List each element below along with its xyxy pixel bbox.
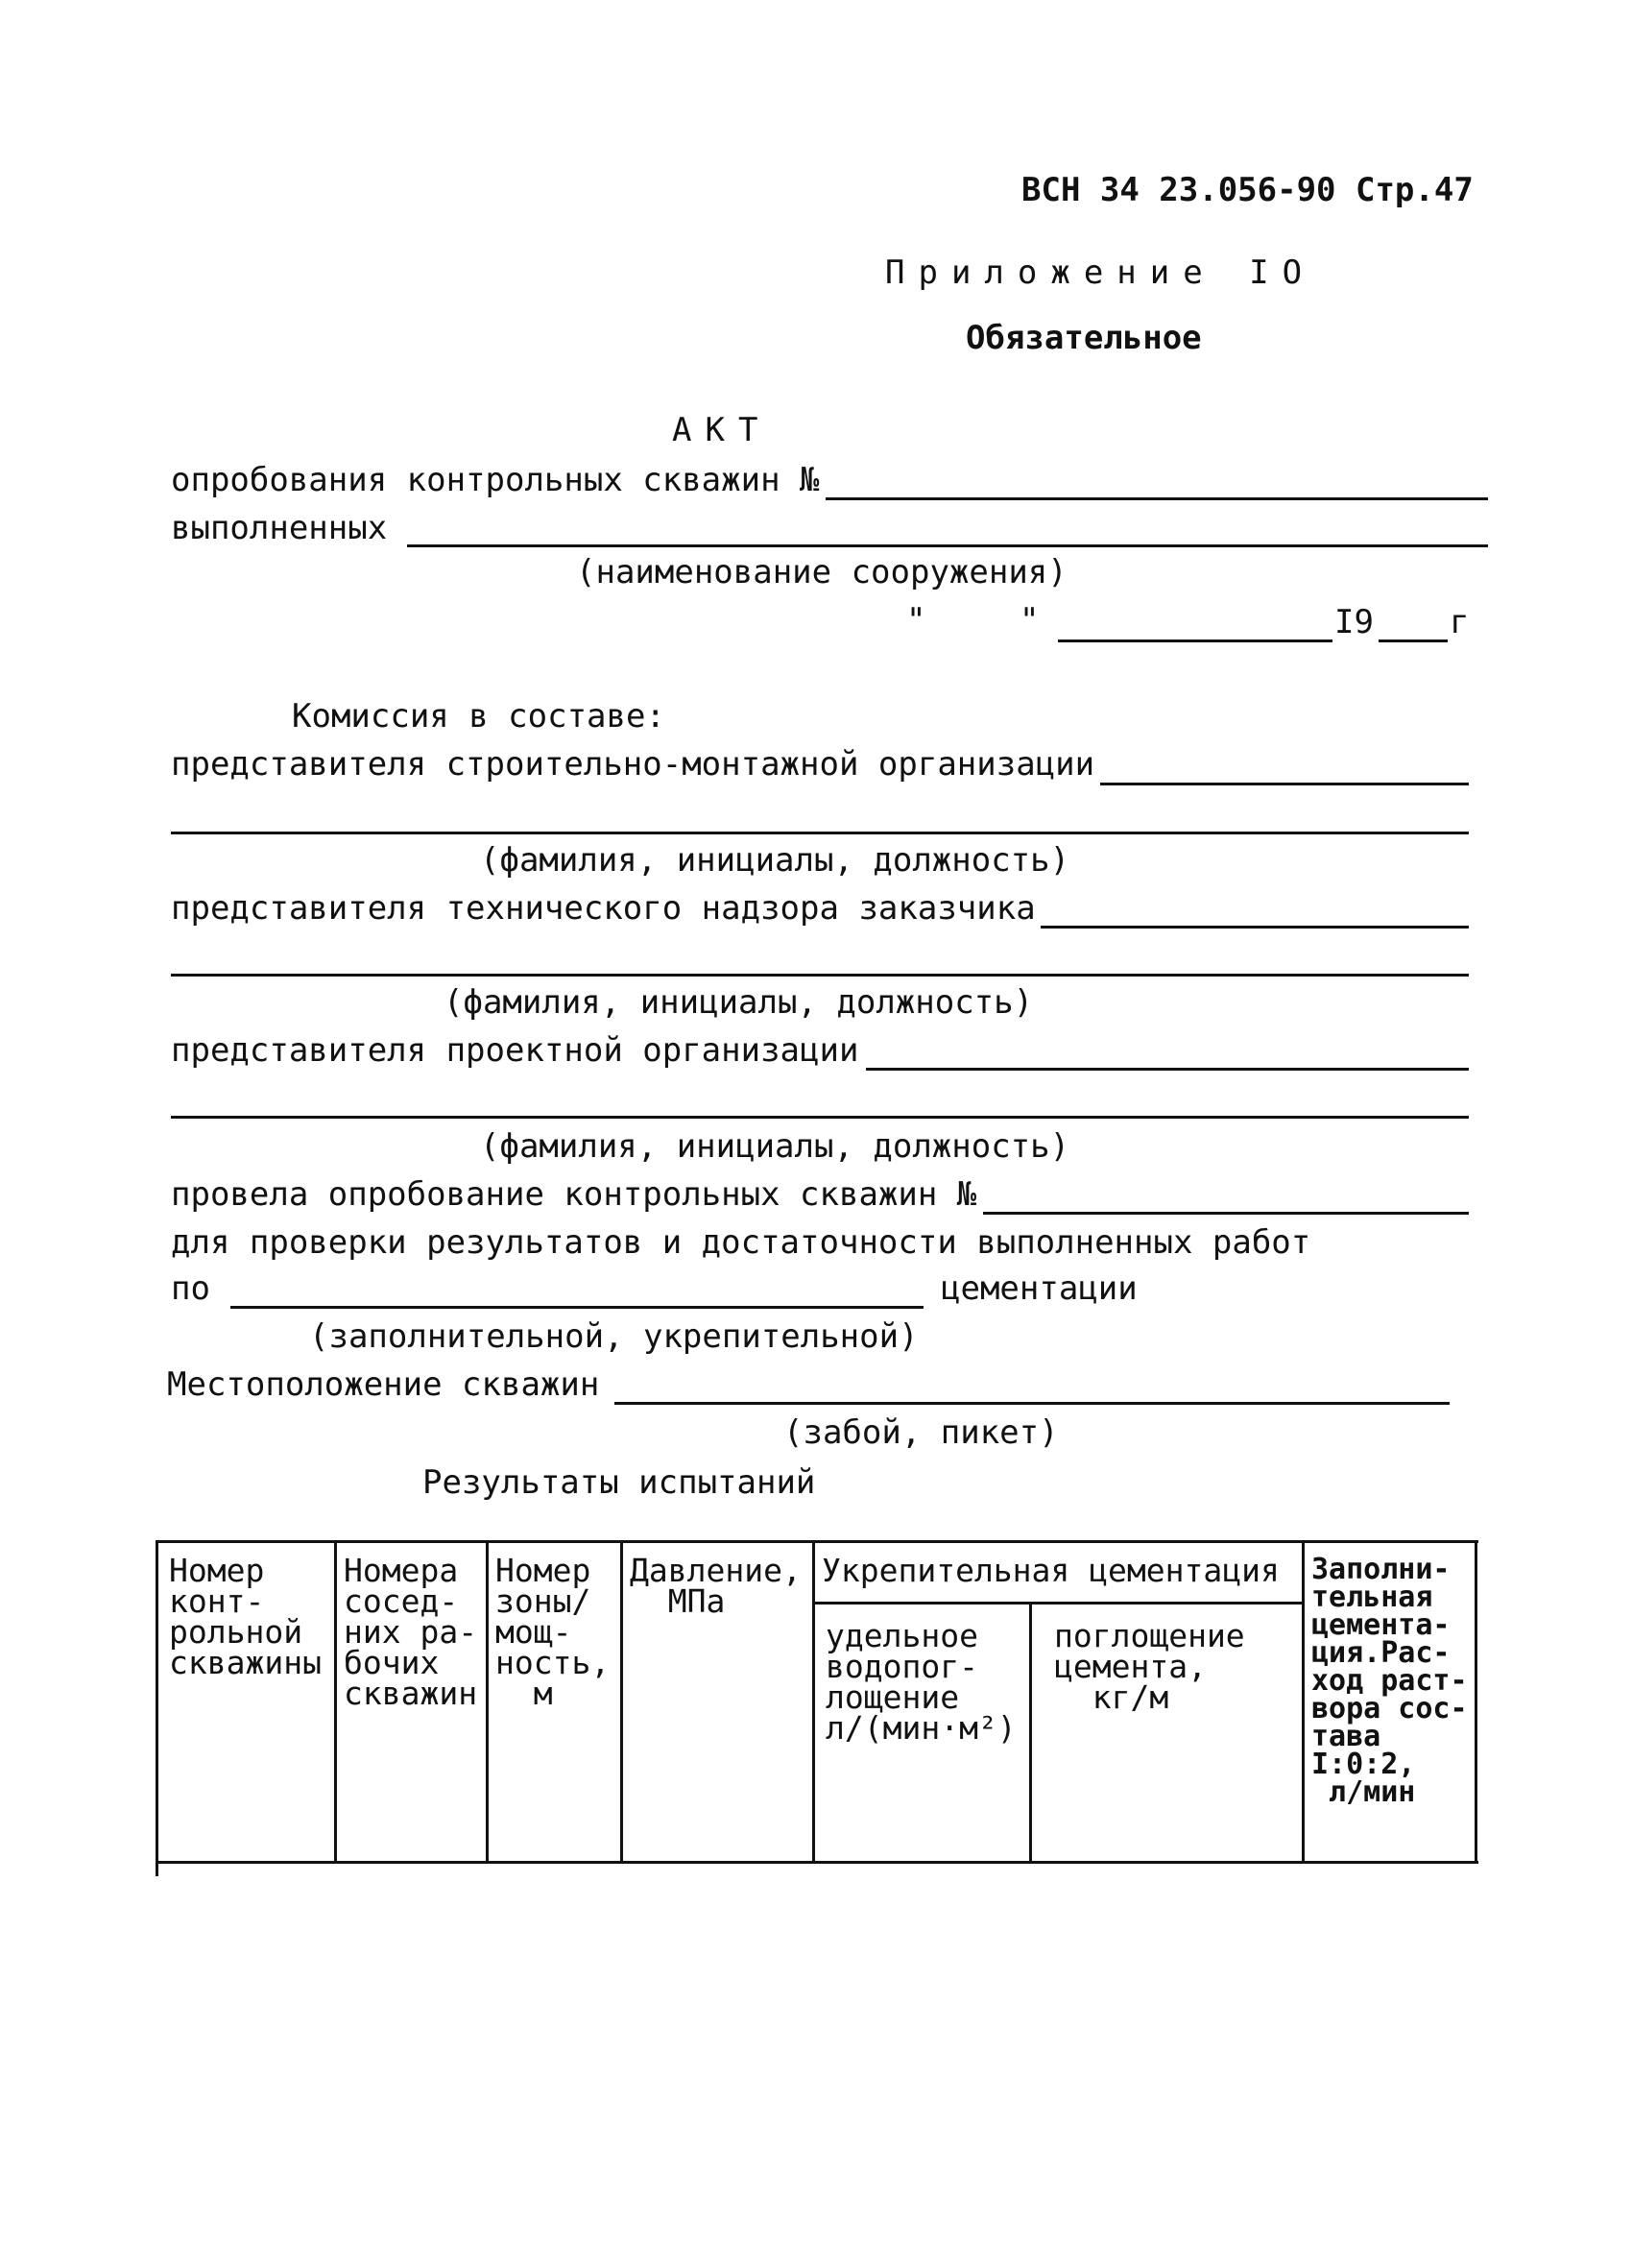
test-line2: для проверки результатов и достаточности выполненных работ: [171, 1223, 1311, 1262]
date-year-prefix: I9: [1334, 603, 1374, 641]
document-reference: ВСН 34 23.056-90 Стр.47: [1021, 171, 1474, 209]
header-filling-cementation: Заполни- тельная цемента- ция.Рас- ход раст- вора сос- тава I:0:2, л/мин: [1311, 1553, 1468, 1809]
act-line1-label: опробования контрольных скважин №: [171, 461, 820, 499]
act-line1-blank[interactable]: [826, 497, 1488, 500]
header-cement-absorption: поглощение цемента, кг/м: [1054, 1617, 1245, 1716]
commission-intro: Комиссия в составе:: [292, 697, 665, 736]
rep3-blank-line2[interactable]: [171, 1116, 1469, 1119]
test-line3-prefix: по: [171, 1269, 210, 1308]
caption-cementation-type: (заполнительной, укрепительной): [309, 1317, 919, 1356]
table-left-border: [156, 1540, 158, 1876]
date-quote-open: ": [906, 601, 926, 639]
table-divider: [1302, 1540, 1305, 1863]
test-line3-blank[interactable]: [230, 1306, 924, 1309]
act-line2-blank[interactable]: [407, 544, 1488, 547]
rep1-blank-line2[interactable]: [171, 832, 1469, 834]
table-right-border: [1475, 1540, 1477, 1863]
rep2-blank[interactable]: [1041, 926, 1469, 929]
test-line1-label: провела опробование контрольных скважин №: [171, 1175, 977, 1214]
header-control-well-number: Номер конт- рольной скважины: [169, 1552, 322, 1681]
rep3-label: представителя проектной организации: [171, 1031, 859, 1070]
test-line1-blank[interactable]: [983, 1212, 1469, 1215]
location-blank[interactable]: [614, 1402, 1450, 1405]
header-specific-water-absorption: удельное водопог- лощение л/(мин·м²): [826, 1617, 1017, 1747]
table-top-border: [156, 1540, 1478, 1543]
caption-structure: (наименование сооружения): [576, 553, 1068, 591]
caption-rep2: (фамилия, инициалы, должность): [444, 983, 1034, 1022]
table-bottom-border: [156, 1861, 1478, 1864]
header-reinforcing-cementation: Укрепительная цементация: [822, 1552, 1280, 1589]
rep1-label: представителя строительно-монтажной организации: [171, 745, 1095, 784]
rep2-label: представителя технического надзора заказчика: [171, 889, 1036, 928]
table-divider: [1029, 1602, 1032, 1863]
date-month-blank[interactable]: [1058, 639, 1332, 642]
date-year-suffix: г: [1450, 603, 1470, 641]
rep3-blank[interactable]: [866, 1068, 1469, 1071]
header-pressure: Давление, МПа: [630, 1552, 802, 1620]
rep2-blank-line2[interactable]: [171, 974, 1469, 977]
caption-rep1: (фамилия, инициалы, должность): [480, 841, 1070, 880]
table-divider: [486, 1540, 489, 1863]
location-label: Местоположение скважин: [167, 1365, 600, 1404]
act-title: АКТ: [672, 411, 772, 449]
date-year-blank[interactable]: [1379, 639, 1448, 642]
header-zone-thickness: Номер зоны/ мощ- ность, м: [495, 1552, 611, 1712]
act-line2-label: выполненных: [171, 509, 388, 547]
test-line3-suffix: цементации: [941, 1269, 1138, 1308]
date-quote-close: ": [1020, 601, 1040, 639]
table-divider: [812, 1540, 815, 1863]
caption-rep3: (фамилия, инициалы, должность): [480, 1127, 1070, 1166]
caption-location: (забой, пикет): [783, 1413, 1059, 1452]
table-divider: [620, 1540, 623, 1863]
appendix-label: Приложение IO: [885, 253, 1316, 292]
rep1-blank[interactable]: [1100, 783, 1469, 785]
appendix-status: Обязательное: [966, 319, 1202, 357]
results-title: Результаты испытаний: [422, 1463, 816, 1502]
table-divider: [334, 1540, 337, 1863]
header-neighbor-wells: Номера сосед- них ра- бочих скважин: [344, 1552, 478, 1712]
table-subheader-border: [814, 1602, 1302, 1604]
